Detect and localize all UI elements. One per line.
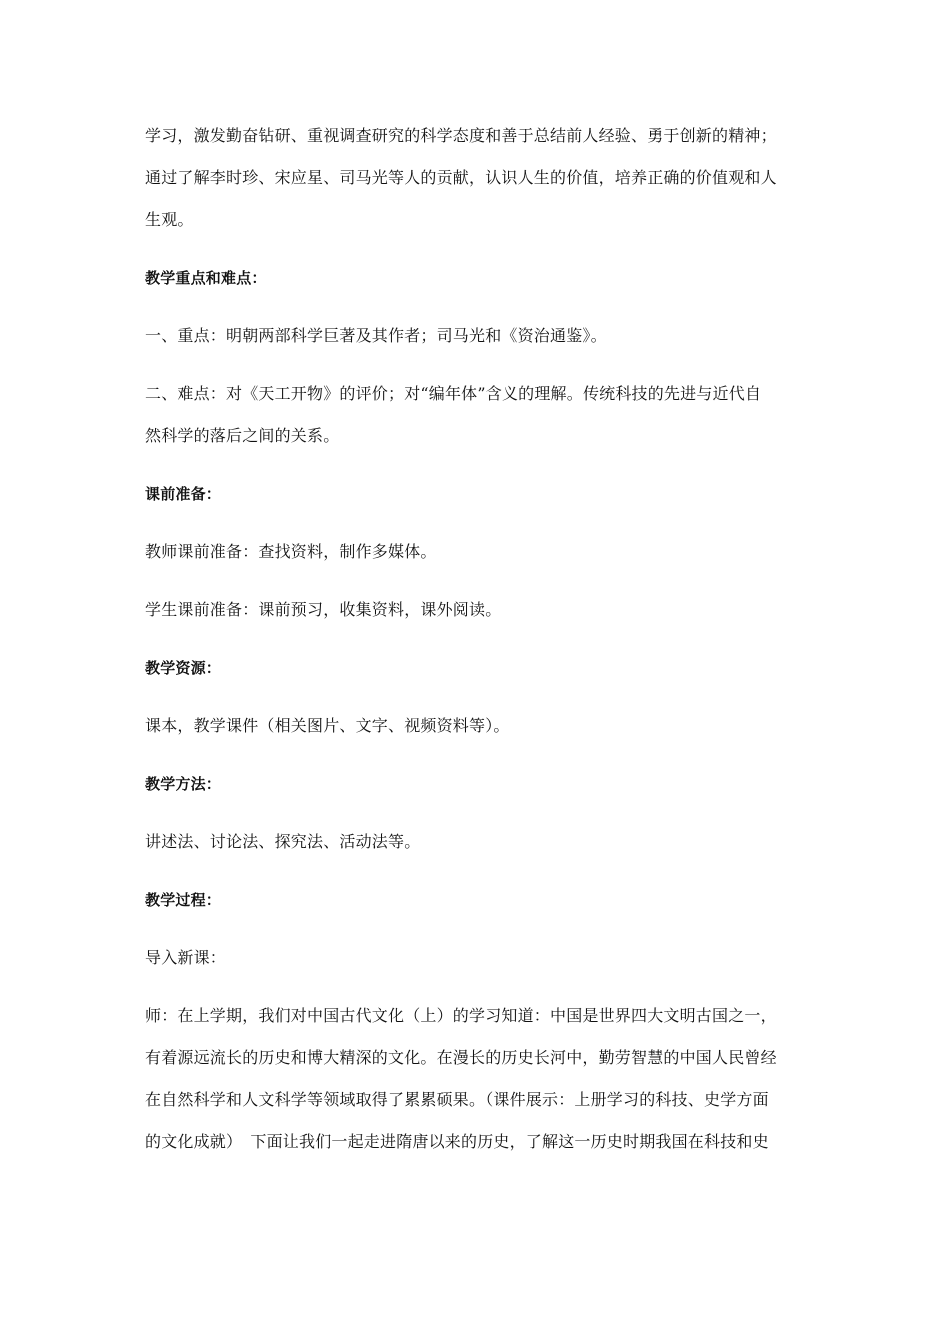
difficulty-line-2: 然科学的落后之间的关系。 <box>145 426 340 445</box>
process-paragraph-line-4: 的文化成就） 下面让我们一起走进隋唐以来的历史，了解这一历史时期我国在科技和史 <box>145 1132 769 1151</box>
process-paragraph-line-3: 在自然科学和人文科学等领域取得了累累硕果。（课件展示：上册学习的科技、史学方面 <box>145 1090 769 1109</box>
methods-heading: 教学方法： <box>145 775 222 793</box>
methods-text: 讲述法、讨论法、探究法、活动法等。 <box>145 832 421 851</box>
resources-text: 课本，教学课件（相关图片、文字、视频资料等）。 <box>145 716 510 735</box>
teacher-preparation: 教师课前准备：查找资料，制作多媒体。 <box>145 542 437 561</box>
preparation-heading: 课前准备： <box>145 485 222 503</box>
difficulty-line-1: 二、难点：对《天工开物》的评价；对“编年体”含义的理解。传统科技的先进与近代自 <box>145 384 762 403</box>
focus-text: 一、重点：明朝两部科学巨著及其作者；司马光和《资治通鉴》。 <box>145 326 607 345</box>
process-paragraph-line-2: 有着源远流长的历史和博大精深的文化。在漫长的历史长河中，勤劳智慧的中国人民曾经 <box>145 1048 777 1067</box>
process-heading: 教学过程： <box>145 891 222 909</box>
key-points-heading: 教学重点和难点： <box>145 269 267 287</box>
goals-line-3: 生观。 <box>145 210 194 229</box>
student-preparation: 学生课前准备：课前预习，收集资料，课外阅读。 <box>145 600 502 619</box>
goals-line-2: 通过了解李时珍、宋应星、司马光等人的贡献，认识人生的价值，培养正确的价值观和人 <box>145 168 777 187</box>
intro-label: 导入新课： <box>145 948 227 967</box>
process-paragraph-line-1: 师：在上学期，我们对中国古代文化（上）的学习知道：中国是世界四大文明古国之一， <box>145 1006 777 1025</box>
resources-heading: 教学资源： <box>145 659 222 677</box>
goals-line-1: 学习，激发勤奋钻研、重视调查研究的科学态度和善于总结前人经验、勇于创新的精神； <box>145 126 777 145</box>
